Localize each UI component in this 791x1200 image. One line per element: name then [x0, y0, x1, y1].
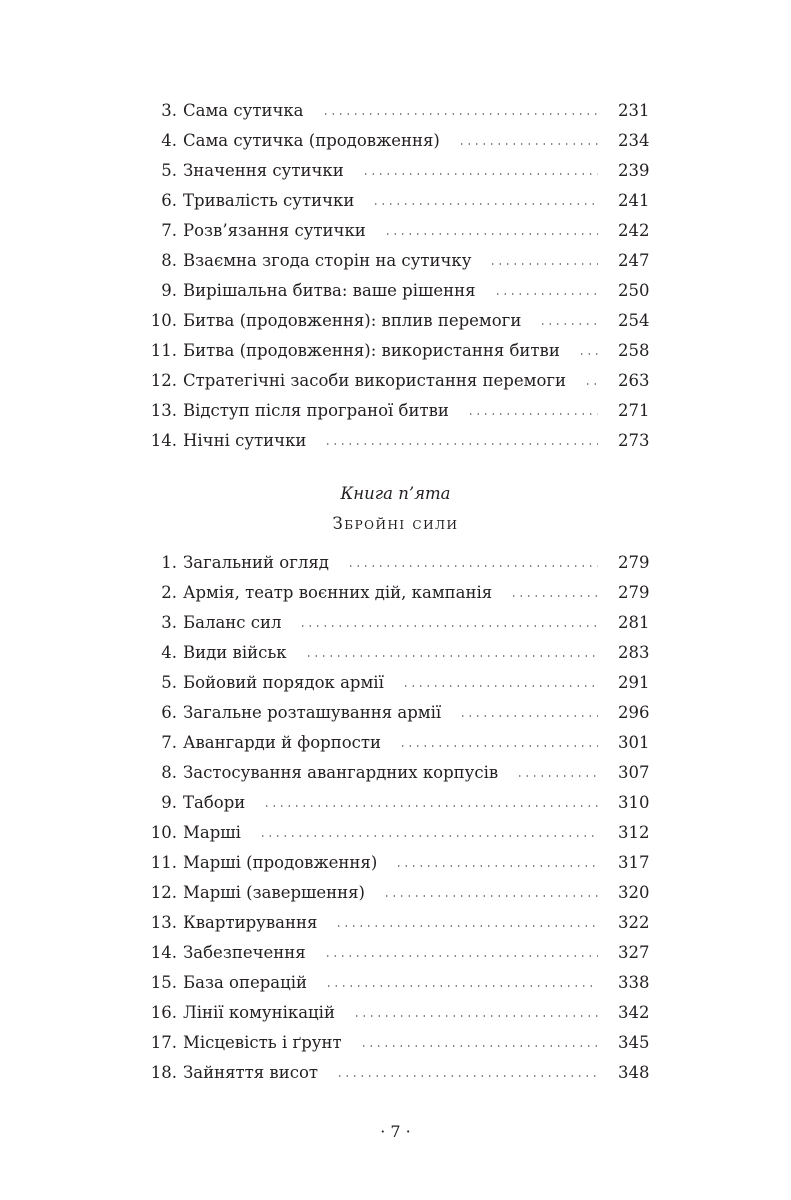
toc-entry-page: 273 [618, 431, 650, 450]
dot-leader [360, 1045, 598, 1047]
toc-entry-number: 11. [150, 341, 177, 360]
dot-leader [395, 865, 598, 867]
toc-entry-page: 281 [618, 613, 650, 632]
toc-entry-title: База операцій [183, 973, 308, 992]
toc-entry-page: 241 [618, 191, 650, 210]
toc-entry-title: Розв’язання сутички [183, 221, 366, 240]
toc-entry [145, 758, 648, 788]
toc-entry-number: 18. [150, 1063, 177, 1082]
toc-entry [145, 216, 648, 246]
toc-entry [145, 396, 648, 426]
toc-entry-page: 291 [618, 673, 650, 692]
toc-entry-page: 327 [618, 943, 650, 962]
toc-entry-page: 279 [618, 583, 650, 602]
toc-entry [145, 788, 648, 818]
toc-entry-number: 14. [150, 431, 177, 450]
toc-entry-number: 11. [150, 853, 177, 872]
toc-entry [145, 336, 648, 366]
dot-leader [578, 353, 598, 355]
toc-entry-number: 2. [161, 583, 177, 602]
dot-leader [353, 1015, 598, 1017]
dot-leader [399, 745, 598, 747]
toc-list-bottom [145, 548, 648, 1088]
toc-entry-number: 12. [150, 883, 177, 902]
toc-entry-page: 320 [618, 883, 650, 902]
toc-entry [145, 638, 648, 668]
toc-entry-number: 15. [150, 973, 177, 992]
toc-entry [145, 968, 648, 998]
dot-leader [459, 715, 598, 717]
toc-entry-title: Авангарди й форпости [183, 733, 382, 752]
dot-leader [263, 805, 598, 807]
toc-entry-page: 307 [618, 763, 650, 782]
dot-leader [458, 143, 598, 145]
dot-leader [494, 293, 599, 295]
toc-entry-page: 258 [618, 341, 650, 360]
toc-entry-title: Бойовий порядок армії [183, 673, 384, 692]
toc-entry-title: Взаємна згода сторін на сутичку [183, 251, 472, 270]
dot-leader [516, 775, 598, 777]
toc-entry-title: Місцевість і ґрунт [183, 1033, 342, 1052]
toc-entry [145, 698, 648, 728]
dot-leader [539, 323, 598, 325]
dot-leader [510, 595, 598, 597]
toc-entry-title: Баланс сил [183, 613, 282, 632]
toc-list-top [145, 96, 648, 456]
toc-entry-number: 10. [150, 823, 177, 842]
toc-entry-title: Марші (продовження) [183, 853, 378, 872]
toc-entry-number: 4. [161, 131, 177, 150]
toc-entry [145, 1028, 648, 1058]
toc-entry-title: Види військ [183, 643, 287, 662]
dot-leader [259, 835, 598, 837]
toc-entry-title: Стратегічні засоби використання перемоги [183, 371, 567, 390]
toc-entry [145, 366, 648, 396]
dot-leader [324, 955, 598, 957]
toc-entry [145, 126, 648, 156]
toc-entry-number: 6. [161, 191, 177, 210]
toc-entry-title: Значення сутички [183, 161, 344, 180]
toc-entry-page: 338 [618, 973, 650, 992]
toc-entry-title: Застосування авангардних корпусів [183, 763, 499, 782]
dot-leader [467, 413, 598, 415]
toc-entry-title: Битва (продовження): використання битви [183, 341, 560, 360]
toc-entry-number: 13. [150, 401, 177, 420]
toc-entry-number: 8. [161, 763, 177, 782]
toc-entry [145, 186, 648, 216]
toc-entry [145, 246, 648, 276]
toc-entry [145, 156, 648, 186]
toc-entry [145, 998, 648, 1028]
book-label: Книга п’ята [340, 484, 451, 503]
toc-entry-title: Лінії комунікацій [183, 1003, 335, 1022]
toc-entry-number: 9. [161, 281, 177, 300]
toc-entry-title: Тривалість сутички [183, 191, 355, 210]
toc-entry [145, 848, 648, 878]
toc-entry-title: Нічні сутички [183, 431, 307, 450]
toc-entry-page: 231 [618, 101, 650, 120]
toc-entry [145, 276, 648, 306]
toc-entry-page: 322 [618, 913, 650, 932]
toc-entry-page: 271 [618, 401, 650, 420]
dot-leader [347, 565, 598, 567]
book-title: Збройні сили [332, 514, 459, 533]
toc-entry-number: 5. [161, 673, 177, 692]
toc-entry-number: 14. [150, 943, 177, 962]
toc-entry [145, 578, 648, 608]
toc-entry-number: 12. [150, 371, 177, 390]
toc-entry-number: 3. [161, 101, 177, 120]
dot-leader [362, 173, 598, 175]
toc-entry [145, 96, 648, 126]
toc-entry-page: 250 [618, 281, 650, 300]
dot-leader [402, 685, 598, 687]
toc-entry-page: 242 [618, 221, 650, 240]
toc-entry-number: 10. [150, 311, 177, 330]
dot-leader [489, 263, 598, 265]
toc-entry-number: 4. [161, 643, 177, 662]
toc-entry [145, 938, 648, 968]
toc-entry-page: 279 [618, 553, 650, 572]
toc-entry-page: 310 [618, 793, 650, 812]
toc-entry-page: 348 [618, 1063, 650, 1082]
toc-entry-number: 1. [161, 553, 177, 572]
toc-entry-page: 263 [618, 371, 650, 390]
toc-entry [145, 818, 648, 848]
dot-leader [372, 203, 598, 205]
toc-entry-page: 254 [618, 311, 650, 330]
dot-leader [299, 625, 598, 627]
toc-entry-number: 13. [150, 913, 177, 932]
toc-entry-title: Загальний огляд [183, 553, 329, 572]
toc-entry [145, 548, 648, 578]
dot-leader [584, 383, 598, 385]
toc-entry-page: 345 [618, 1033, 650, 1052]
toc-entry-title: Загальне розташування армії [183, 703, 442, 722]
toc-entry-title: Армія, театр воєнних дій, кампанія [183, 583, 493, 602]
toc-entry-title: Битва (продовження): вплив перемоги [183, 311, 522, 330]
toc-entry-number: 5. [161, 161, 177, 180]
dot-leader [324, 443, 598, 445]
toc-entry-title: Сама сутичка [183, 101, 304, 120]
toc-entry-title: Квартирування [183, 913, 318, 932]
toc-entry [145, 878, 648, 908]
dot-leader [305, 655, 598, 657]
toc-entry-number: 17. [150, 1033, 177, 1052]
toc-entry-page: 283 [618, 643, 650, 662]
toc-entry [145, 608, 648, 638]
dot-leader [384, 233, 598, 235]
toc-entry-page: 312 [618, 823, 650, 842]
toc-entry-number: 7. [161, 733, 177, 752]
toc-entry-page: 342 [618, 1003, 650, 1022]
toc-entry [145, 908, 648, 938]
toc-entry-number: 6. [161, 703, 177, 722]
toc-entry-title: Марші [183, 823, 241, 842]
toc-entry-page: 247 [618, 251, 650, 270]
dot-leader [336, 1075, 598, 1077]
toc-entry-page: 239 [618, 161, 650, 180]
toc-entry-number: 9. [161, 793, 177, 812]
toc-entry-page: 234 [618, 131, 650, 150]
toc-entry [145, 668, 648, 698]
toc-entry-number: 16. [150, 1003, 177, 1022]
toc-entry-title: Зайняття висот [183, 1063, 319, 1082]
toc-entry-title: Табори [183, 793, 246, 812]
toc-entry-page: 301 [618, 733, 650, 752]
dot-leader [335, 925, 598, 927]
toc-entry [145, 1058, 648, 1088]
toc-entry [145, 306, 648, 336]
toc-entry [145, 728, 648, 758]
toc-entry-number: 7. [161, 221, 177, 240]
toc-entry-title: Сама сутичка (продовження) [183, 131, 440, 150]
page-number: · 7 · [380, 1122, 411, 1141]
toc-entry-title: Забезпечення [183, 943, 306, 962]
toc-entry [145, 426, 648, 456]
toc-entry-page: 317 [618, 853, 650, 872]
toc-entry-number: 3. [161, 613, 177, 632]
dot-leader [325, 985, 598, 987]
toc-entry-title: Відступ після програної битви [183, 401, 449, 420]
toc-entry-page: 296 [618, 703, 650, 722]
dot-leader [383, 895, 598, 897]
toc-entry-number: 8. [161, 251, 177, 270]
toc-entry-title: Марші (завершення) [183, 883, 365, 902]
dot-leader [322, 113, 598, 115]
toc-entry-title: Вирішальна битва: ваше рішення [183, 281, 476, 300]
